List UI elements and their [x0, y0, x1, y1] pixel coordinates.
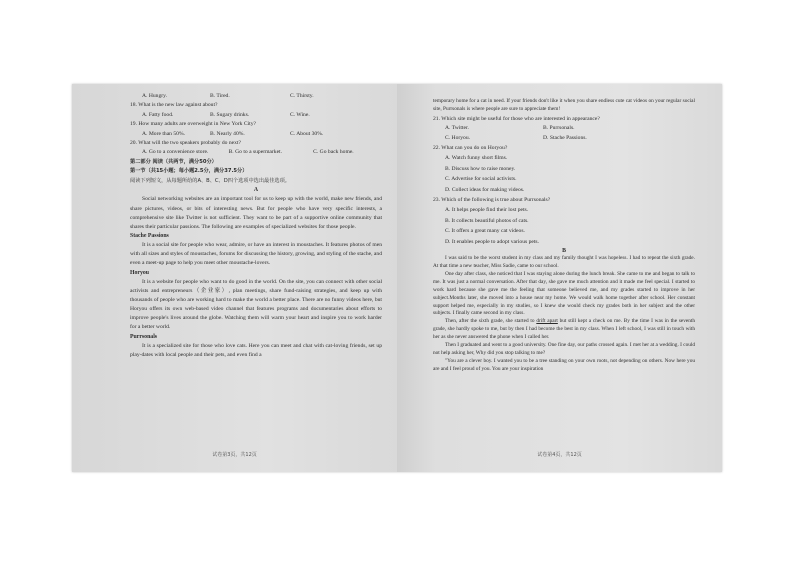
- option-d: D. Collect ideas for making videos.: [445, 186, 525, 193]
- underlined-phrase: drift apart: [536, 318, 558, 325]
- option-a: A. Watch funny short films.: [445, 155, 508, 162]
- question-19: 19. How many adults are overweight in New York City?: [130, 121, 256, 128]
- scanned-sheet: [72, 84, 722, 472]
- q21-options-row-1: [433, 124, 695, 133]
- option-a: A. Twitter.: [445, 125, 469, 132]
- part-2-title: 第二部分 阅读（共两节，满分50分）: [130, 158, 217, 165]
- option-c: C. Advertise for social activists.: [445, 176, 517, 183]
- q17-options: [130, 92, 382, 101]
- passage-b-label: B: [562, 248, 566, 255]
- section-1-title: 第一节（共15小题；每小题2.5分，满分37.5分）: [130, 168, 248, 175]
- horyou-text: It is a website for people who want to do good in the world. On the site, you can connect with other social activists and entrepreneurs（企业家）, plan meetings, share fund-raising strategies, and keep up with thousands of people who are working hard to make the world a better place. There are no funny videos here, but Horyou offers its own web-based video channel that features programs and documentaries about efforts to improve people's lives around the globe. Watching them will warm your heart and inspire you to work harder for a better world.: [130, 278, 382, 331]
- passage-b-paragraph-4: Then I graduated and went to a good university. One fine day, our paths crossed again. I met her at a wedding. I could not help asking her, Why did you stop talking to me?: [433, 342, 695, 356]
- option-c: C. Thirsty.: [290, 93, 314, 99]
- option-b: B. Go to a supermarket.: [228, 149, 283, 156]
- question-20: 20. What will the two speakers probably do next?: [130, 140, 241, 147]
- right-page: [397, 84, 722, 472]
- option-b: B. Purrsonals.: [543, 125, 575, 132]
- stache-passions-text: It is a social site for people who wear, admire, or have an interest in moustaches. It features photos of men with all sizes and styles of moustaches, forums for discussing the history, growing, and styling of the stache, and even a meet-up page to help you meet other moustache-lovers.: [130, 242, 382, 267]
- question-22: 22. What can you do on Horyou?: [433, 145, 508, 152]
- paragraph-3-start: Then, after the sixth grade, she started to: [445, 318, 537, 325]
- passage-a-intro: Social networking websites are an important tool for us to keep up with the world, make new friends, and share pictures, videos, or bits of interesting news. But for people who have very specific interests, a comprehensive site like Twitter is not sufficient. They want to be part of a supportive online community that shares their particular passions. The following are examples of specialized websites for those people.: [130, 196, 382, 230]
- option-b: B. Discuss how to raise money.: [445, 165, 516, 172]
- option-d: D. It enables people to adopt various pets.: [445, 238, 539, 245]
- option-c: C. It offers a great many cat videos.: [445, 228, 525, 235]
- option-c: C. About 30%.: [290, 130, 324, 137]
- option-c: C. Wine.: [290, 111, 310, 118]
- option-a: A. It helps people find their lost pets.: [445, 207, 529, 214]
- option-b: B. Nearly 40%.: [210, 130, 245, 137]
- horyou-heading: Horyou: [130, 269, 150, 276]
- passage-a-label: A: [253, 187, 259, 194]
- reading-instruction: 阅读下列短文，从每题所给的A、B、C、D四个选项中选出最佳选项。: [130, 177, 290, 184]
- purrsonals-text: It is a specialized site for those who love cats. Here you can meet and chat with cat-loving friends, set up play-dates with local people and their pets, and even find a: [130, 342, 382, 358]
- option-a: A. Fatty food.: [142, 111, 174, 118]
- purrsonals-continued: temporary home for a cat in need. If your friends don't like it when you share endless cute cat videos on your regular social site, Purrsonals is where people are sure to appreciate them!: [433, 98, 695, 112]
- purrsonals-heading: Purrsonals: [130, 333, 158, 340]
- q21-options-row-2: [433, 134, 695, 143]
- option-c: C. Horyou.: [445, 134, 471, 141]
- stache-passions-heading: Stache Passions: [130, 232, 169, 239]
- q19-options: [130, 130, 382, 139]
- q20-options: [130, 148, 382, 157]
- option-b: B. It collects beautiful photos of cats.: [445, 217, 529, 224]
- page-footer: 试卷第3页，共12页: [212, 452, 257, 458]
- passage-b-paragraph-1: I was said to be the worst student in my class and my family thought I was hopeless. I had to repeat the sixth grade. At that time a new teacher, Miss Sadie, came to our school.: [433, 255, 695, 269]
- option-a: A. Hungry.: [142, 93, 167, 99]
- page-footer: 试卷第4页，共12页: [537, 452, 582, 458]
- passage-b-paragraph-5: "You are a clever boy. I wanted you to be a tree standing on your own roots, not depending on others. Now here you are and I feel proud of you. You are your inspiration: [433, 357, 695, 372]
- left-page-content: [130, 92, 382, 360]
- right-page-content: [433, 98, 695, 374]
- paragraph-3-end: but still kept a check on me. By the time I was in the seventh grade, she hardly spoke to me, but by then I had become the best in my class. When I left school, I was still in touch with her as she never answered the phone when I called her.: [433, 318, 696, 341]
- passage-b-paragraph-2: One day after class, she noticed that I was staying alone during the lunch break. She came to me and began to talk to me. It was just a normal conversation. After that day, she gave me much attention and it made me feel special. I started to work hard because she gave me the feeling that someone believed me, and my grades started to improve in her subject.Months later, she moved into a house near my home. We would walk home together after school. Her constant support helped me, especially in my studies, so I knew she would check my grades both in her subject and the other subjects. I finally came second in my class.: [433, 270, 695, 317]
- option-d: D. Stache Passions.: [543, 134, 587, 141]
- option-c: C. Go back home.: [313, 149, 354, 156]
- left-page: [72, 84, 397, 472]
- passage-b-paragraph-3: [433, 318, 695, 342]
- question-23: 23. Which of the following is true about Purrsonals?: [433, 197, 551, 204]
- question-18: 18. What is the new law against about?: [130, 102, 218, 109]
- option-b: B. Sugary drinks.: [210, 111, 250, 118]
- q18-options: [130, 111, 382, 120]
- option-b: B. Tired.: [210, 93, 230, 99]
- option-a: A. Go to a convenience store.: [142, 149, 209, 156]
- question-21: 21. Which site might be useful for those who are interested in appearance?: [433, 115, 600, 122]
- option-a: A. More than 50%.: [142, 130, 186, 137]
